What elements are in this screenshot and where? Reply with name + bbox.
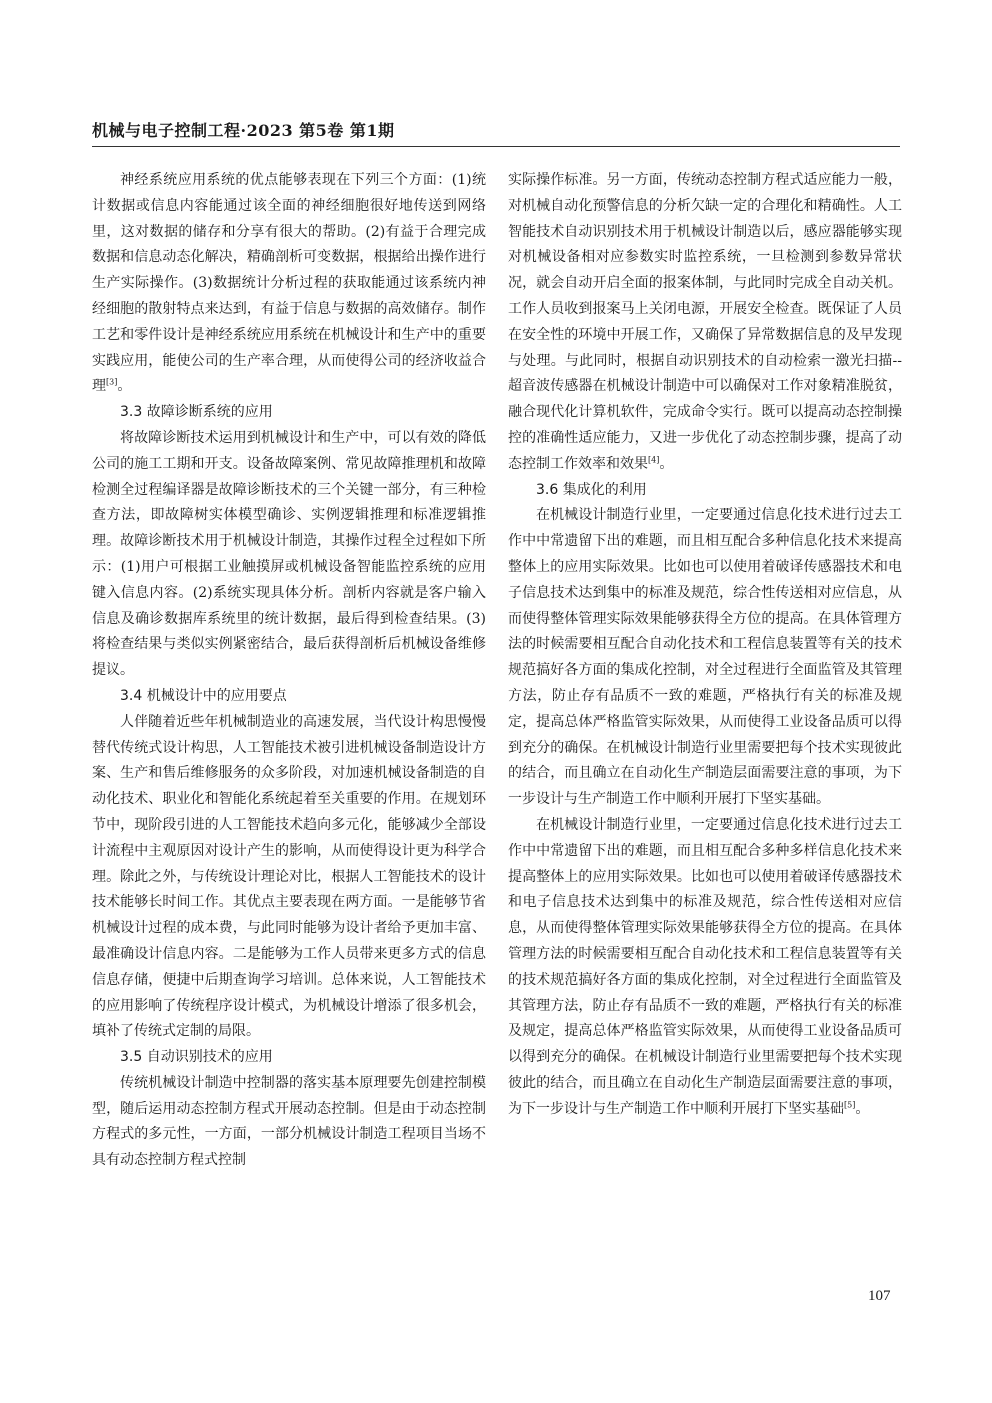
section-heading-3-6: 3.6 集成化的利用: [536, 481, 647, 498]
paragraph-auto-recognition: 传统机械设计制造中控制器的落实基本原理要先创建控制模型，随后运用动态控制方程式开展动态控制。但是由于动态控制方程式的多元性，一方面，一部分机械设计制造工程项目当场不具有动态控制方程式控制: [92, 1074, 486, 1169]
paragraph-end: 。: [117, 378, 132, 395]
left-column: [92, 168, 486, 1174]
paragraph-end: 。: [659, 455, 674, 472]
paragraph-integration-2: [508, 813, 902, 1123]
section-heading-3-5: 3.5 自动识别技术的应用: [120, 1049, 273, 1066]
paragraph-integration-1: 在机械设计制造行业里，一定要通过信息化技术进行过去工作中中常遗留下出的难题，而且相互配合多种信息化技术来提高整体上的应用实际效果。比如也可以使用着破译传感器技术和电子信息技术达到集中的标准及规范，综合性传送相对应信息，从而使得整体管理实际效果能够获得全方位的提高。在具体管理方法的时候需要相互配合自动化技术和工程信息装置等有关的技术规范搞好各方面的集成化控制，对全过程进行全面监管及其管理方法，防止存有品质不一致的难题，严格执行有关的标准及规定，提高总体严格监管实际效果，从而使得工业设备品质可以得到充分的确保。在机械设计制造行业里需要把每个技术实现彼此的结合，而且确立在自动化生产制造层面需要注意的事项，为下一步设计与生产制造工作中顺利开展打下坚实基础。: [508, 507, 902, 808]
page-number: 107: [868, 1288, 891, 1304]
paragraph-text: 在机械设计制造行业里，一定要通过信息化技术进行过去工作中中常遗留下出的难题，而且相互配合多种多样信息化技术来提高整体上的应用实际效果。比如也可以使用着破译传感器技术和电子信息技术达到集中的标准及规范，综合性传送相对应信息，从而使得整体管理实际效果能够获得全方位的提高。在具体管理方法的时候需要相互配合自动化技术和工程信息装置等有关的技术规范搞好各方面的集成化控制，对全过程进行全面监管及其管理方法，防止存有品质不一致的难题，严格执行有关的标准及规定，提高总体严格监管实际效果，从而使得工业设备品质可以得到充分的确保。在机械设计制造行业里需要把每个技术实现彼此的结合，而且确立在自动化生产制造层面需要注意的事项，为下一步设计与生产制造工作中顺利开展打下坚实基础: [508, 816, 902, 1117]
section-heading-3-4: 3.4 机械设计中的应用要点: [120, 687, 287, 704]
journal-header-title: 机械与电子控制工程·2023 第5卷 第1期: [92, 121, 395, 140]
citation-ref: [5]: [844, 1100, 856, 1110]
paragraph-text: 神经系统应用系统的优点能够表现在下列三个方面：(1)统计数据或信息内容能通过该全面的神经细胞很好地传送到网络里，这对数据的储存和分享有很大的帮助。(2)有益于合理完成数据和信息动态化解决，精确剖析可变数据，根据给出操作进行生产实际操作。(3)数据统计分析过程的获取能通过该系统内神经细胞的散射特点来达到，有益于信息与数据的高效储存。制作工艺和零件设计是神经系统应用系统在机械设计和生产中的重要实践应用，能使公司的生产率合理，从而使得公司的经济收益合理: [92, 172, 486, 395]
paragraph-fault-diagnosis: 将故障诊断技术运用到机械设计和生产中，可以有效的降低公司的施工工期和开支。设备故障案例、常见故障推理机和故障检测全过程编译器是故障诊断技术的三个关键一部分，有三种检查方法，即故障树实体模型确诊、实例逻辑推理和标准逻辑推理。故障诊断技术用于机械设计制造，其操作过程全过程如下所示：(1)用户可根据工业触摸屏或机械设备智能监控系统的应用键入信息内容。(2)系统实现具体分析。剖析内容就是客户输入信息及确诊数据库系统里的统计数据，最后得到检查结果。(3)将检查结果与类似实例紧密结合，最后获得剖析后机械设备维修提议。: [92, 429, 486, 679]
right-column: [508, 168, 902, 1122]
running-header: [92, 120, 900, 147]
paragraph-text: 实际操作标准。另一方面，传统动态控制方程式适应能力一般，对机械自动化预警信息的分析欠缺一定的合理化和精确性。人工智能技术自动识别技术用于机械设计制造以后，感应器能够实现对机械设备相对应参数实时监控系统，一旦检测到参数异常状况，就会自动开启全面的报案体制，与此同时完成全自动关机。工作人员收到报案马上关闭电源，开展安全检查。既保证了人员在安全性的环境中开展工作，又确保了异常数据信息的及早发现与处理。与此同时，根据自动识别技术的自动检索一激光扫描--超音波传感器在机械设计制造中可以确保对工作对象精准脱贫，融合现代化计算机软件，完成命令实行。既可以提高动态控制操控的准确性适应能力，又进一步优化了动态控制步骤，提高了动态控制工作效率和效果: [508, 172, 902, 472]
paragraph-neural-system: [92, 168, 486, 400]
paragraph-design-points: 人伴随着近些年机械制造业的高速发展，当代设计构思慢慢替代传统式设计构思，人工智能技术被引进机械设备制造设计方案、生产和售后维修服务的众多阶段，对加速机械设备制造的自动化技术、职业化和智能化系统起着至关重要的作用。在规划环节中，现阶段引进的人工智能技术趋向多元化，能够减少全部设计流程中主观原因对设计产生的影响，从而使得设计更为科学合理。除此之外，与传统设计理论对比，根据人工智能技术的设计技术能够长时间工作。其优点主要表现在两方面。一是能够节省机械设计过程的成本费，与此同时能够为设计者给予更加丰富、最准确设计信息内容。二是能够为工作人员带来更多方式的信息信息存储，便捷中后期查询学习培训。总体来说，人工智能技术的应用影响了传统程序设计模式，为机械设计增添了很多机会，填补了传统式定制的局限。: [92, 713, 486, 1040]
citation-ref: [4]: [648, 455, 660, 465]
section-heading-3-3: 3.3 故障诊断系统的应用: [120, 404, 273, 421]
paragraph-auto-recognition-continued: [508, 168, 902, 478]
paragraph-end: 。: [855, 1100, 870, 1117]
citation-ref: [3]: [106, 377, 118, 387]
